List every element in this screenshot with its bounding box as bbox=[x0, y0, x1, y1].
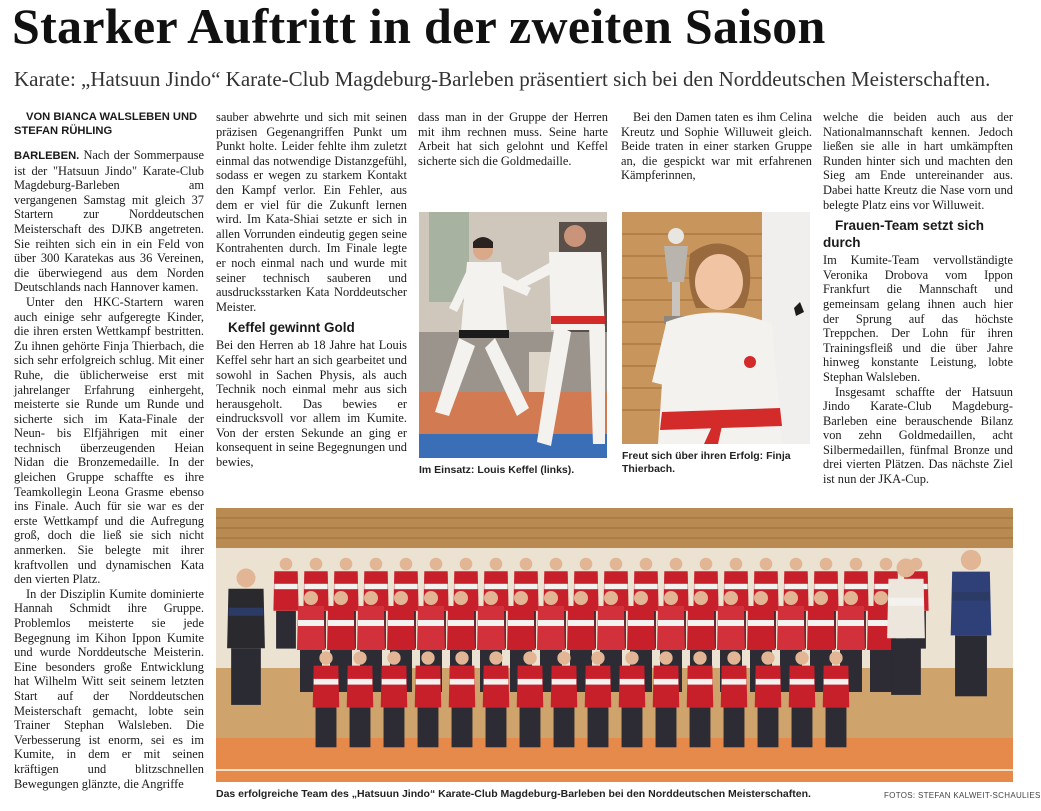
column-5-paragraph: Im Kumite-Team vervollständigte Veronika Drobova vom Ippon Frankfurt die Mannschaft und gemeinsam gelang ihnen auch hier der Sprung auf das höchste Treppchen. Der Lohn für ihren Trainingsfleiß und die über Jahre hinweg konstante Leistung, lobte Stephan Walsleben. bbox=[823, 253, 1013, 384]
column-5-paragraph: Insgesamt schaffte der Hatsuun Jindo Karate-Club Magdeburg-Barleben eine berauschende Bilanz von zehn Goldmedaillen, acht Silbermedaillen, fünfmal Bronze und drei vierten Plätzen. Das nächste Ziel ist nun der JKA-Cup. bbox=[823, 384, 1013, 487]
photo-keffel-kumite bbox=[419, 212, 607, 458]
team-member-figure bbox=[313, 651, 340, 747]
article-column-2 bbox=[216, 110, 407, 506]
dateline: BARLEBEN. bbox=[14, 150, 80, 162]
team-member-figure bbox=[755, 651, 782, 747]
team-member-figure bbox=[887, 559, 925, 695]
team-member-figure bbox=[619, 651, 646, 747]
team-member-figure bbox=[227, 569, 265, 705]
team-member-figure bbox=[551, 651, 578, 747]
column-1-paragraph bbox=[14, 148, 204, 295]
caption-keffel: Im Einsatz: Louis Keffel (links). bbox=[419, 464, 575, 476]
team-member-figure bbox=[483, 651, 510, 747]
team-member-figure bbox=[415, 651, 442, 747]
team-member-figure bbox=[687, 651, 714, 747]
article-column-5 bbox=[823, 110, 1013, 506]
team-member-figure bbox=[381, 651, 408, 747]
photo-team-group bbox=[216, 508, 1013, 782]
article-column-3 bbox=[418, 110, 608, 210]
team-member-figure bbox=[585, 651, 612, 747]
team-member-figure bbox=[653, 651, 680, 747]
article-column-1 bbox=[14, 110, 204, 792]
article-column-4 bbox=[621, 110, 812, 210]
team-member-figure bbox=[823, 651, 850, 747]
team-member-figure bbox=[517, 651, 544, 747]
team-member-figure bbox=[347, 651, 374, 747]
photo-finja-trophy bbox=[622, 212, 810, 444]
photo-credit: FOTOS: STEFAN KALWEIT-SCHAULIES bbox=[884, 791, 1041, 800]
column-1-paragraph: Unter den HKC-Startern waren auch einige sehr aufgeregte Kinder, die ihren ersten Wettkampf bestritten. Zu ihnen gehörte Finja Thierbach, die sich sehr erfolgreich schlug. Mit einer Ruhe, die üblicherweise erst mit jahrelanger Erfahrung einhergeht, meisterte sie Runde um Runde und sicherte sich im Kata-Finale der Neun- bis Elfjährigen mit einer technisch überzeugenden Heian Nidan die Bronzemedaille. In der gleichen Gruppe schaffte es ihre Teamkollegin Leona Grasme ebenso ins Finale. Auch für sie war es der erste Wettkampf und die Aufregung groß, doch die ließ sie sich nicht anmerken. Sie belegte mit ihrer kraftvollen und dynamischen Kata den vierten Platz. bbox=[14, 294, 204, 587]
article-subheadline: Karate: „Hatsuun Jindo“ Karate-Club Magdeburg-Barleben präsentiert sich bei den Norddeutschen Meisterschaften. bbox=[14, 67, 991, 91]
column-5-paragraph: welche die beiden auch aus der Nationalmannschaft kennen. Jedoch ließen sie alle in hart umkämpften Runden hinter sich und machten den Sieg am Ende untereinander aus. Dabei hatte Kreutz die Nase vorn und belegte Platz eins vor Willuweit. bbox=[823, 110, 1013, 212]
team-member-figure bbox=[273, 558, 298, 649]
caption-team: Das erfolgreiche Team des „Hatsuun Jindo“ Karate-Club Magdeburg-Barleben bei den Norddeutschen Meisterschaften. bbox=[216, 788, 811, 800]
team-member-figure bbox=[951, 550, 992, 696]
paragraph-text: Nach der Sommerpause ist der "Hatsuun Jindo" Karate-Club Magdeburg-Barleben am vergangenen Samstag mit gleich 37 Startern zur Norddeutschen Meisterschaft des DJKB angetreten. Sie reihten sich ein in ein Feld von über 300 Karatekas aus 36 Vereinen, die überwiegend aus dem Norden Deutschlands nach Hannover kamen. bbox=[14, 148, 204, 295]
article-headline: Starker Auftritt in der zweiten Saison bbox=[12, 0, 826, 54]
subhead-keffel: Keffel gewinnt Gold bbox=[228, 320, 355, 336]
subhead-frauen-team: Frauen-Team setzt sich durch bbox=[823, 218, 985, 251]
column-2-paragraph: Bei den Herren ab 18 Jahre hat Louis Keffel sehr hart an sich gearbeitet und sowohl in Sachen Physis, als auch Technik noch einmal mehr aus sich herausgeholt. Das bewies er eindrucksvoll vor allem im Kumite. Von der ersten Sekunde an ging er konsequent in seine Begegnungen und bewies, bbox=[216, 338, 407, 470]
column-4-paragraph: Bei den Damen taten es ihm Celina Kreutz und Sophie Willuweit gleich. Beide traten in einer starken Gruppe an, die gespickt war mit erfahrenen Kämpferinnen, bbox=[621, 110, 812, 183]
team-member-figure bbox=[449, 651, 476, 747]
caption-finja: Freut sich über ihren Erfolg: Finja Thierbach. bbox=[622, 450, 791, 475]
column-1-paragraph: In der Disziplin Kumite dominierte Hannah Schmidt ihre Gruppe. Problemlos meisterte sie jede Begegnung im Kihon Ippon Kumite und wurde Norddeutsche Meisterin. Eine besonders große Entwicklung hat Wilhelm Witt seit seinem letzten Start auf der Norddeutschen Meisterschaft gemacht, lobte sein Trainer Stephan Walsleben. Die Verbesserung ist enorm, sei es im Kumite, in dem er mit seinen kräftigen und blitzschnellen Bewegungen glänzte, die Angriffe bbox=[14, 586, 204, 791]
column-3-paragraph: dass man in der Gruppe der Herren mit ihm rechnen muss. Seine harte Arbeit hat sich gelohnt und Keffel sicherte sich die Goldmedaille. bbox=[418, 110, 608, 168]
byline: VON BIANCA WALSLEBEN UND STEFAN RÜHLING bbox=[14, 111, 198, 137]
team-member-figure bbox=[789, 651, 816, 747]
team-member-figure bbox=[721, 651, 748, 747]
column-2-paragraph: sauber abwehrte und sich mit seinen präzisen Gegenangriffen Punkt um Punkt holte. Leider fehlte ihm zuletzt einmal das notwendige Distanzgefühl, sodass er wegen zu starkem Kontakt den Kampf verlor. Ein Fehler, aus dem er viel für die Zukunft lernen wird. Im Kata-Shiai setzte er sich in allen Vorrunden eindeutig gegen seine Kontrahenten durch. Im Finale legte er noch einmal nach und wurde mit seiner technisch sauberen und ausdrucksstarken Kata Norddeutscher Meister. bbox=[216, 110, 407, 314]
